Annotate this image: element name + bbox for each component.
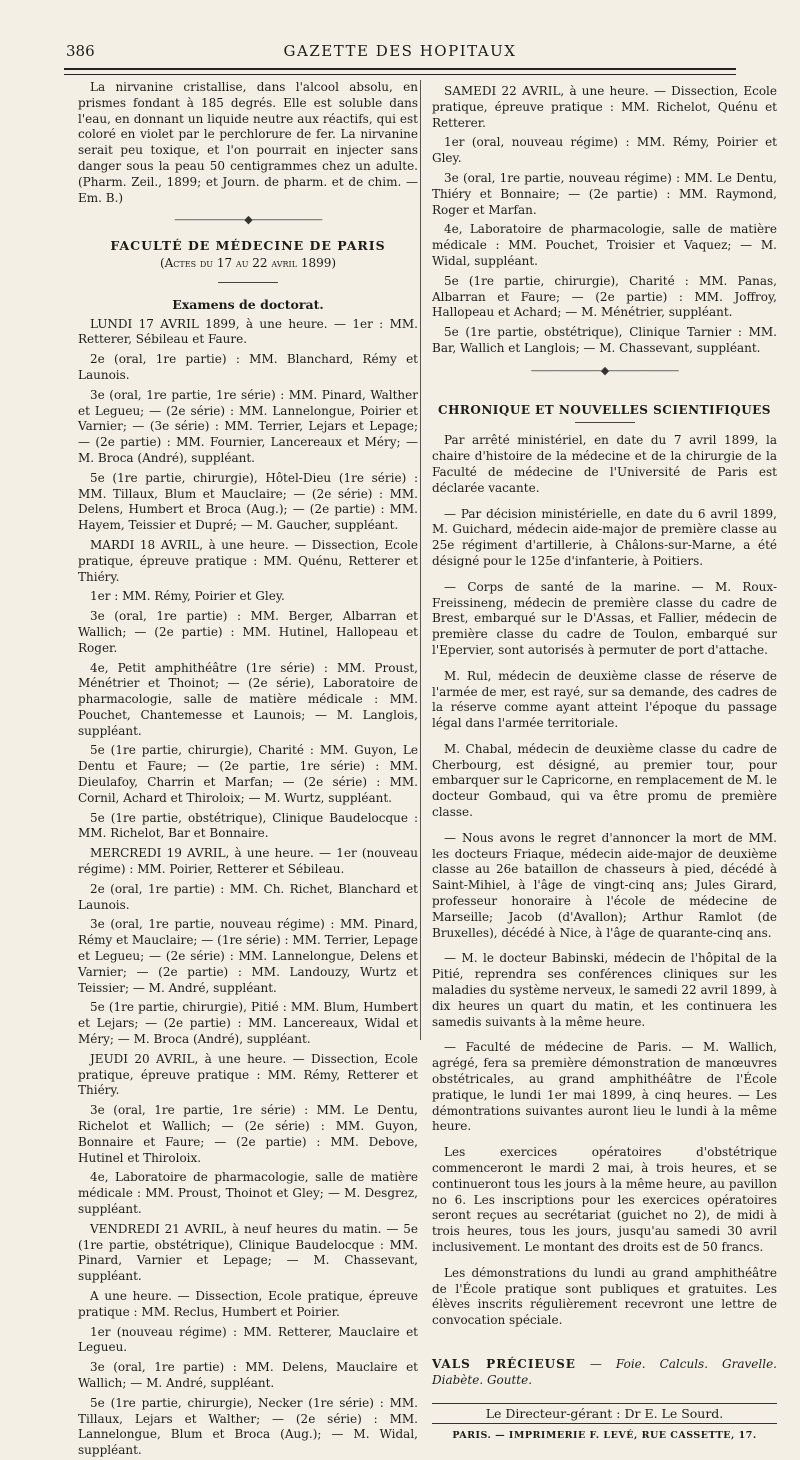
journal-title: GAZETTE DES HOPITAUX [283,42,517,60]
list-item: 3e (oral, 1re partie) : MM. Berger, Albarran et Wallich; — (2e partie) : MM. Hutinel, Hallopeau et Roger. [78,609,418,655]
exam-title: Examens de doctorat. [172,296,324,312]
list-item: 5e (1re partie, chirurgie), Pitié : MM. Blum, Humbert et Lejars; — (2e partie) : MM. Lancereaux, Widal et Méry; — M. Broca (André), suppléant. [78,1000,418,1047]
list-item: 2e (oral, 1re partie) : MM. Ch. Richet, Blanchard et Launois. [78,881,418,912]
list-item: — Nous avons le regret d'annoncer la mort de MM. les docteurs Friaque, médecin aide-major de deuxième classe au 26e bataillon de chasseurs à pied, décédé à Saint-Mihiel, à l'âge de vingt-cinq ans; Jules Girard, professeur honoraire à l'école de médecine de Marseille; Jacob (d'Avallon); Arthur Ramlot (de Bruxelles), décédé à Nice, à l'âge de quarante-cinq ans. [432,830,777,940]
list-item: 5e (1re partie, obstétrique), Clinique Baudelocque : MM. Richelot, Bar et Bonnaire. [78,810,418,841]
list-item: 4e, Petit amphithéâtre (1re série) : MM. Proust, Ménétrier et Thoinot; — (2e série), Laboratoire de pharmacologie, salle de matière médicale : MM. Pouchet, Chantemesse et Launois; — M. Langlois, suppléant. [78,660,418,738]
list-item: 4e, Laboratoire de pharmacologie, salle de matière médicale : MM. Proust, Thoinot et Gley; — M. Desgrez, suppléant. [78,1170,418,1216]
director-line: Le Directeur-gérant : Dr E. Le Sourd. [432,1403,777,1425]
list-item: 5e (1re partie, chirurgie), Necker (1re série) : MM. Tillaux, Lejars et Walther; — (2e série) : MM. Lannelongue, Blum et Broca (Aug.); — M. Widal, suppléant. [78,1395,418,1458]
list-item: Par arrêté ministériel, en date du 7 avril 1899, la chaire d'histoire de la médecine et de la chirurgie de la Faculté de médecine de l'Université de Paris est déclarée vacante. [432,433,777,495]
vals-text: — Foie. Calculs. Gravelle. Diabète. Goutte. [432,1356,777,1387]
list-item: M. Rul, médecin de deuxième classe de réserve de l'armée de mer, est rayé, sur sa demande, des cadres de la réserve comme ayant atteint l'époque du passage légal dans l'armée territoriale. [432,668,777,731]
list-item: 1er (oral, nouveau régime) : MM. Rémy, Poirier et Gley. [432,135,777,166]
list-item: 4e, Laboratoire de pharmacologie, salle de matière médicale : MM. Pouchet, Troisier et Vaquez; — M. Widal, suppléant. [432,222,777,268]
list-item: Les exercices opératoires d'obstétrique commenceront le mardi 2 mai, à trois heures, et se continueront tous les jours à la même heure, au pavillon no 6. Les inscriptions pour les exercices opératoires seront reçues au secrétariat (guichet no 2), de midi à trois heures, tous les jours, jusqu'au samedi 30 avril inclusivement. Le montant des droits est de 50 francs. [432,1145,777,1254]
vals-label: VALS PRÉCIEUSE [432,1356,576,1371]
list-item: — Faculté de médecine de Paris. — M. Wallich, agrégé, fera sa première démonstration de manœuvres obstétricales, au grand amphithéâtre de l'École pratique, le lundi 1er mai 1899, à cinq heures. — Les démontrations suivantes auront lieu le lundi à la même heure. [432,1040,777,1134]
list-item: 3e (oral, 1re partie, 1re série) : MM. Pinard, Walther et Legueu; — (2e série) : MM. Lannelongue, Poirier et Varnier; — (3e série) : MM. Terrier, Lejars et Lepage; — (2e partie) : MM. Fournier, Lancereaux et Méry; — M. Broca (André), suppléant. [78,387,418,465]
list-item: 2e (oral, 1re partie) : MM. Blanchard, Rémy et Launois. [78,352,418,382]
short-rule-2 [575,422,635,423]
list-item: SAMEDI 22 AVRIL, à une heure. — Dissection, Ecole pratique, épreuve pratique : MM. Richelot, Quénu et Retterer. [432,84,777,130]
page-number: 386 [66,42,95,60]
list-item: 1er (nouveau régime) : MM. Retterer, Mauclaire et Legueu. [78,1324,418,1355]
short-rule [218,282,278,283]
list-item: Les démonstrations du lundi au grand amphithéâtre de l'École pratique sont publiques et gratuites. Les élèves inscrits régulièrement recevront une lettre de convocation spéciale. [432,1265,777,1328]
chronique-title: CHRONIQUE ET NOUVELLES SCIENTIFIQUES [438,402,771,417]
faculte-subtitle: (Actes du 17 au 22 avril 1899) [159,255,337,270]
list-item: 3e (oral, 1re partie, nouveau régime) : MM. Pinard, Rémy et Mauclaire; — (1re série) : MM. Terrier, Lepage et Legueu; — (2e série) : MM. Lannelongue, Delens et Varnier; — (2e partie) : MM. Landouzy, Wurtz et Teissier; — M. André, suppléant. [78,917,418,995]
list-item: 5e (1re partie, chirurgie), Charité : MM. Panas, Albarran et Faure; — (2e partie) : MM. Joffroy, Hallopeau et Achard; — M. Ménétrier, suppléant. [432,273,777,320]
list-item: 3e (oral, 1re partie, 1re série) : MM. Le Dentu, Richelot et Wallich; — (2e série) : MM. Guyon, Bonnaire et Faure; — (2e partie) : MM. Debove, Hutinel et Thiroloix. [78,1103,418,1165]
list-item: 5e (1re partie, chirurgie), Charité : MM. Guyon, Le Dentu et Faure; — (2e partie, 1re série) : MM. Dieulafoy, Charrin et Marfan; — (2e série) : MM. Cornil, Achard et Thiroloix; — M. Wurtz, suppléant. [78,743,418,805]
list-item: VENDREDI 21 AVRIL, à neuf heures du matin. — 5e (1re partie, obstétrique), Clinique Baudelocque : MM. Pinard, Varnier et Lepage; — M. Chassevant, suppléant. [78,1221,418,1284]
list-item: 1er : MM. Rémy, Poirier et Gley. [90,589,285,604]
left-column [78,80,418,1460]
news-paragraphs [432,433,777,1329]
exam-list-left [78,317,418,1459]
ornament-divider: ———————◆——————— [174,213,322,227]
exam-list-right [432,84,777,357]
list-item: LUNDI 17 AVRIL 1899, à une heure. — 1er : MM. Retterer, Sébileau et Faure. [78,316,418,347]
imprint-line: PARIS. — IMPRIMERIE F. LEVÉ, RUE CASSETTE, 17. [452,1430,757,1442]
header-rule [64,68,736,75]
column-divider [420,80,421,1040]
list-item: 5e (1re partie, obstétrique), Clinique Tarnier : MM. Bar, Wallich et Langlois; — M. Chassevant, suppléant. [432,325,777,355]
list-item: — M. le docteur Babinski, médecin de l'hôpital de la Pitié, reprendra ses conférences cliniques sur les maladies du système nerveux, le samedi 22 avril 1899, à dix heures un quart du matin, et les continuera les samedis suivants à la même heure. [432,951,777,1029]
list-item: — Corps de santé de la marine. — M. Roux-Freissineng, médecin de première classe du cadre de Brest, embarqué sur le D'Assas, et Fallier, médecin de première classe du cadre de Toulon, embarqué sur l'Epervier, sont autorisés à permuter de port d'attache. [432,579,777,657]
list-item: MARDI 18 AVRIL, à une heure. — Dissection, Ecole pratique, épreuve pratique : MM. Quénu, Retterer et Thiéry. [78,537,418,584]
faculte-title: FACULTÉ DE MÉDECINE DE PARIS [110,238,386,254]
list-item: 5e (1re partie, chirurgie), Hôtel-Dieu (1re série) : MM. Tillaux, Blum et Mauclaire; — (2e série) : MM. Delens, Humbert et Broca (Aug.); — (2e partie) : MM. Hayem, Teissier et Dupré; — M. Gaucher, suppléant. [78,470,418,533]
vals-advert [432,1357,777,1389]
list-item: 3e (oral, 1re partie) : MM. Delens, Mauclaire et Wallich; — M. André, suppléant. [78,1360,418,1390]
list-item: 3e (oral, 1re partie, nouveau régime) : MM. Le Dentu, Thiéry et Bonnaire; — (2e partie) : MM. Raymond, Roger et Marfan. [432,170,777,217]
ornament-divider-2: ———————◆——————— [530,363,679,377]
list-item: — Par décision ministérielle, en date du 6 avril 1899, M. Guichard, médecin aide-major de première classe au 25e régiment d'artillerie, à Châlons-sur-Marne, a été désigné pour le 125e d'infanterie, à Poitiers. [432,506,777,568]
intro-paragraph: La nirvanine cristallise, dans l'alcool absolu, en prismes fondant à 185 degrés. Elle est soluble dans l'eau, en donnant un liquide neutre aux réactifs, qui est coloré en violet par le perchlorure de fer. La nirvanine serait peu toxique, et l'on pourrait en injecter sans danger sous la peau 50 centigrammes chez un adulte. (Pharm. Zeil., 1899; et Journ. de pharm. et de chim. — Em. B.) [78,80,418,205]
list-item: M. Chabal, médecin de deuxième classe du cadre de Cherbourg, est désigné, au premier tour, pour embarquer sur le Capricorne, en remplacement de M. le docteur Gombaud, qui va être promu de première classe. [432,741,777,820]
list-item: A une heure. — Dissection, Ecole pratique, épreuve pratique : MM. Reclus, Humbert et Poirier. [78,1288,418,1319]
list-item: MERCREDI 19 AVRIL, à une heure. — 1er (nouveau régime) : MM. Poirier, Retterer et Sébileau. [78,846,418,877]
page-header [66,38,734,66]
list-item: JEUDI 20 AVRIL, à une heure. — Dissection, Ecole pratique, épreuve pratique : MM. Rémy, Retterer et Thiéry. [78,1051,418,1098]
right-column [432,80,777,1444]
